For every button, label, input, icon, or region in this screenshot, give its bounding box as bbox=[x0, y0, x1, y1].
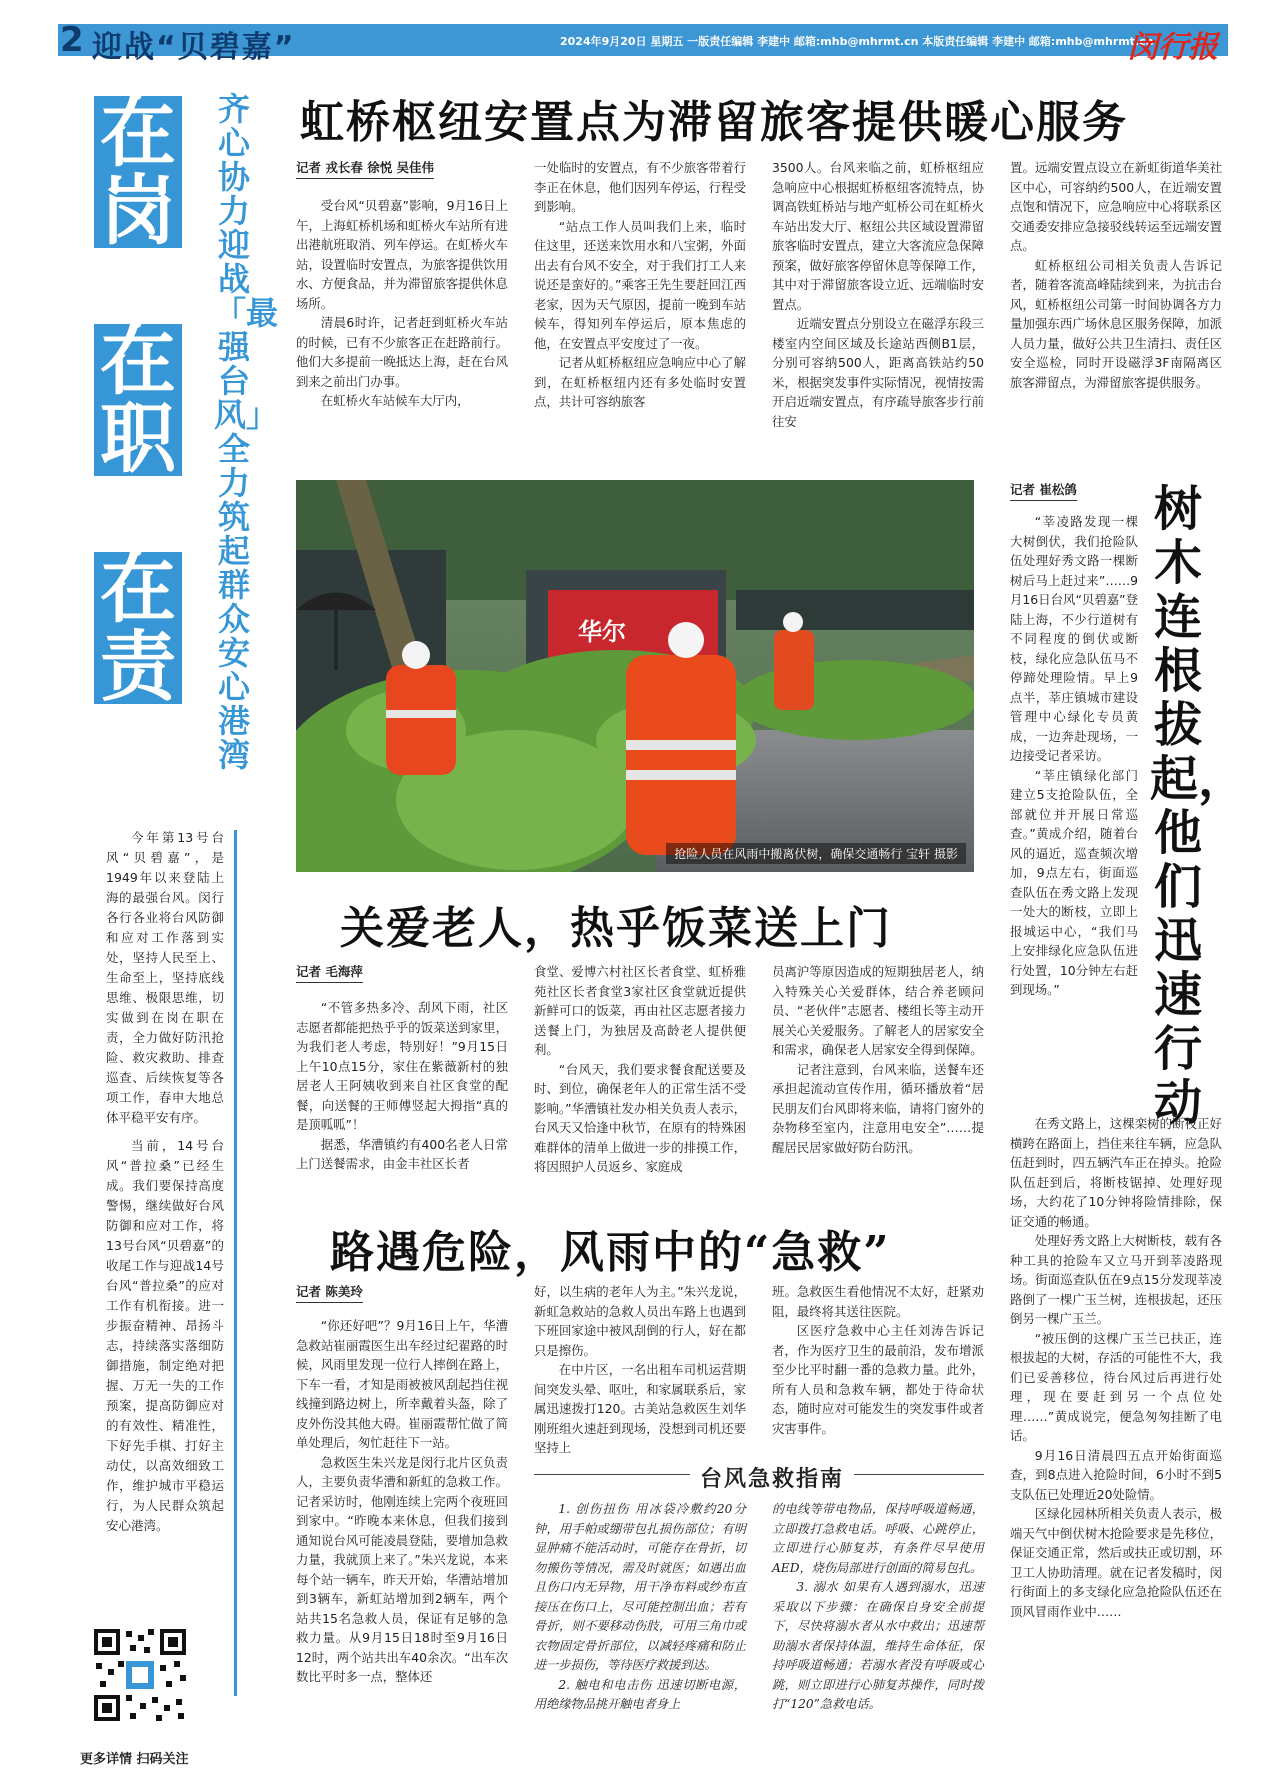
article4-byline: 记者 陈美玲 bbox=[296, 1282, 363, 1303]
guide-column bbox=[534, 1500, 746, 1715]
paragraph: 区医疗急救中心主任刘涛告诉记者，作为医疗卫生的最前沿，发布增派至少比平时翻一番的急救力量。此外，所有人员和急救车辆，都处于待命状态，随时应对可能发生的突发事件或者灾害事件。 bbox=[772, 1323, 984, 1436]
qr-code[interactable] bbox=[90, 1625, 190, 1725]
guide-item: 3. 溺水 如果有人遇到溺水，迅速采取以下步骤：在确保自身安全前提下，尽快将溺水者从水中救出；迅速帮助溺水者保持体温，维持生命体征，保持呼吸道畅通；若溺水者没有呼吸或心跳，则立即进行心肺复苏操作，同时拨打“120”急救电话。 bbox=[772, 1580, 984, 1711]
guide-item: 2. 触电和电击伤 迅速切断电源，用绝缘物品挑开触电者身上 bbox=[534, 1677, 746, 1711]
article4-column bbox=[772, 1282, 984, 1438]
article3-byline: 记者 毛海萍 bbox=[296, 962, 363, 983]
paragraph: “被压倒的这棵广玉兰已扶正，连根拔起的大树，存活的可能性不大，我们已妥善移位，待台风过后再进行处理，现在要赶到另一个点位处理……”黄成说完，便急匆匆挂断了电话。 bbox=[1010, 1330, 1222, 1443]
paragraph: 3500人。台风来临之前，虹桥枢纽应急响应中心根据虹桥枢纽客流特点，协调高铁虹桥站与地产虹桥公司在虹桥火车站出发大厅、枢纽公共区域设置滞留旅客临时安置点，建立大客流应急保障预案，做好旅客停留休息等保障工作，其中对于滞留旅客设立近、远端临时安置点。 bbox=[772, 160, 984, 312]
article2-byline: 记者 崔松鸽 bbox=[1010, 480, 1077, 501]
newspaper-logo: 闵行报 bbox=[1128, 30, 1218, 65]
shelter-sign: 华尔 bbox=[578, 618, 626, 646]
article1-title: 虹桥枢纽安置点为滞留旅客提供暖心服务 bbox=[300, 97, 1128, 148]
stamp-zaigang: 在岗 bbox=[94, 96, 182, 248]
guide-title: 台风急救指南 bbox=[690, 1462, 854, 1493]
slogan-divider bbox=[234, 830, 237, 1696]
photo-caption: 抢险人员在风雨中搬离伏树，确保交通畅行 宝轩 摄影 bbox=[666, 843, 966, 864]
paragraph: 在秀文路上，这棵栾树的断枝正好横跨在路面上，挡住来往车辆，应急队伍赶到时，四五辆汽车正在掉头。抢险队伍赶到后，将断枝锯掉、处理好现场，大约花了10分钟将险情排除，保证交通的畅通。 bbox=[1010, 1116, 1222, 1229]
paragraph: 好，以生病的老年人为主。”朱兴龙说，新虹急救站的急救人员出车路上也遇到下班回家途中被风刮倒的行人，好在都只是擦伤。 bbox=[534, 1284, 746, 1358]
article3-title: 关爱老人，热乎饭菜送上门 bbox=[340, 903, 892, 954]
paragraph: 处理好秀文路上大树断枝，载有各种工具的抢险车又立马开到莘凌路现场。街面巡查队伍在9点15分发现莘凌路倒了一棵广玉兰树，连根拔起，还压倒另一棵广玉兰。 bbox=[1010, 1233, 1222, 1326]
paragraph: 急救医生朱兴龙是闵行北片区负责人，主要负责华漕和新虹的急救工作。记者采访时，他刚连续上完两个夜班回到家中。“昨晚本来休息，但我们接到通知说台风可能凌晨登陆，要增加急救力量，我就顶上来了。”朱兴龙说，本来每个站一辆车，昨天开始，华漕站增加到3辆车，新虹站增加到2辆车，两个站共15名急救人员，保证有足够的急救力量。从9月15日18时至9月16日12时，两个站共出车40余次。“出车次数比平时多一点，整体还 bbox=[296, 1454, 508, 1684]
vertical-slogan: 齐心协力迎战「最强台风」 全力筑起群众安心港湾 bbox=[214, 90, 279, 774]
article3-column bbox=[534, 962, 746, 1177]
paragraph: 记者注意到，台风来临，送餐车还承担起流动宣传作用，循环播放着“居民朋友们台风即将来临，请将门窗外的杂物移至室内，注意用电安全”……提醒居民居家做好防台防汛。 bbox=[772, 1061, 984, 1155]
paragraph: “台风天，我们要求餐食配送要及时、到位，确保老年人的正常生活不受影响。”华漕镇社发办相关负责人表示，台风天又恰逢中秋节，在原有的特殊困难群体的清单上做进一步的排摸工作，将因照护人员返乡、家庭成 bbox=[534, 1061, 746, 1174]
paragraph: 虹桥枢纽公司相关负责人告诉记者，随着客流高峰陆续到来，为抗击台风，虹桥枢纽公司第一时间协调各方力量加强东西广场休息区服务保障，加派人员力量，做好公共卫生清扫、责任区安全巡检，同时开设磁浮3F南隔离区旅客滞留点，为滞留旅客提供服务。 bbox=[1010, 257, 1222, 390]
paragraph: 清晨6时许，记者赶到虹桥火车站的时候，已有不少旅客正在赶路前行。他们大多提前一晚抵达上海，赶在台风到来之前出门办事。 bbox=[296, 315, 508, 389]
intro-paragraph: 当前，14号台风“普拉桑”已经生成。我们要保持高度警惕，继续做好台风防御和应对工作，将13号台风“贝碧嘉”的收尾工作与迎战14号台风“普拉桑”的应对工作有机衔接。进一步振奋精神、昂扬斗志，持续落实落细防御措施，制定绝对把握、万无一失的工作预案，提高防御应对的有效性、精准性，下好先手棋、打好主动仗，以高效细致工作，维护城市平稳运行，为人民群众筑起安心港湾。 bbox=[106, 1138, 224, 1533]
paragraph: 班。急救医生看他情况不太好，赶紧劝阻，最终将其送往医院。 bbox=[772, 1284, 984, 1319]
paragraph: 9月16日清晨四五点开始街面巡查，到8点进入抢险时间，6小时不到5支队伍已处理近20处险情。 bbox=[1010, 1447, 1222, 1502]
article1-column bbox=[772, 158, 984, 431]
article2-wide-column bbox=[1010, 1114, 1222, 1621]
paragraph: 在虹桥火车站候车大厅内， bbox=[320, 393, 470, 408]
paragraph: 食堂、爱博六村社区长者食堂、虹桥雅苑社区长者食堂3家社区食堂就近提供新鲜可口的饭菜，再由社区志愿者接力送餐上门，为独居及高龄老人提供便利。 bbox=[534, 964, 746, 1057]
article2-title: 树木连根拔起，他们迅速行动 bbox=[1150, 481, 1247, 1131]
header-info: 2024年9月20日 星期五 一版责任编辑 李建中 邮箱:mhb@mhrmt.cn 本版责任编辑 李建中 邮箱:mhb@mhrmt.cn bbox=[560, 35, 1154, 48]
stamp-zaize: 在责 bbox=[94, 552, 182, 704]
paragraph: 一处临时的安置点，有不少旅客带着行李正在休息，他们因列车停运，行程受到影响。 bbox=[534, 160, 746, 214]
stamp-zaizhi: 在职 bbox=[94, 324, 182, 476]
section-title: 迎战“贝碧嘉” bbox=[92, 30, 296, 65]
paragraph: 近端安置点分别设立在磁浮东段三楼室内空间区域及长途站西侧B1层，分别可容纳500人，距离高铁站约50米，根据突发事件实际情况，视情按需开启近端安置点，有序疏导旅客步行前往安 bbox=[772, 316, 984, 429]
qr-caption: 更多详情 扫码关注 bbox=[80, 1752, 189, 1767]
paragraph: 在中片区，一名出租车司机运营期间突发头晕、呕吐，和家属联系后，家属迅速拨打120。古美站急救医生刘华刚班组火速赶到现场，没想到司机还要坚持上 bbox=[534, 1362, 746, 1455]
article1-column bbox=[534, 158, 746, 412]
article2-narrow-column bbox=[1010, 512, 1138, 1000]
paragraph: “你还好吧”？9月16日上午，华漕急救站崔丽霞医生出车经过纪翟路的时候，风雨里发现一位行人摔倒在路上，下车一看，才知是雨被被风刮起挡住视线撞到路边树上，所幸戴着头盔，除了皮外伤没其他大碍。崔丽霞帮忙做了简单处理后，匆忙赶往下一站。 bbox=[296, 1318, 508, 1450]
article1-column bbox=[296, 196, 508, 411]
paragraph: 员离沪等原因造成的短期独居老人，纳入特殊关心关爱群体，结合养老顾问员、“老伙伴”志愿者、楼组长等主动开展关心关爱服务。了解老人的居家安全和需求，确保老人居家安全得到保障。 bbox=[772, 964, 984, 1057]
paragraph: 记者从虹桥枢纽应急响应中心了解到，在虹桥枢纽内还有多处临时安置点，共计可容纳旅客 bbox=[534, 355, 746, 409]
intro-text bbox=[106, 828, 224, 1536]
paragraph: “莘凌路发现一棵大树倒伏，我们抢险队伍处理好秀文路一棵断树后马上赶过来”……9月16日台风“贝碧嘉”登陆上海，不少行道树有不同程度的倒伏或断枝，绿化应急队伍马不停蹄处理险情。早上9点半，莘庄镇城市建设管理中心绿化专员黄成，一边奔赴现场，一边接受记者采访。 bbox=[1010, 514, 1138, 763]
paragraph: 置。远端安置点设立在新虹街道华美社区中心，可容纳约500人，在近端安置点饱和情况下，应急响应中心将联系区交通委安排应急接驳线转运至远端安置点。 bbox=[1010, 160, 1222, 253]
intro-paragraph: 今年第13号台风“贝碧嘉”，是1949年以来登陆上海的最强台风。闵行各行各业将台风防御和应对工作落到实处，坚持人民至上、生命至上，坚持底线思维、极限思维，切实做到在岗在职在责，全力做好防汛抢险、救灾救助、排查巡查、后续恢复等各项工作，春申大地总体平稳平安有序。 bbox=[106, 830, 224, 1125]
article3-column bbox=[772, 962, 984, 1157]
article4-title: 路遇危险，风雨中的“急救” bbox=[330, 1227, 891, 1278]
article4-column bbox=[296, 1316, 508, 1687]
news-photo bbox=[296, 480, 974, 872]
paragraph: “站点工作人员叫我们上来，临时住这里，还送来饮用水和八宝粥，外面出去有台风不安全，对于我们打工人来说还是蛮好的。”乘客王先生要赶回江西老家，因为天气原因，提前一晚到车站候车，得知列车停运后，原本焦虑的他，在安置点平安度过了一夜。 bbox=[534, 218, 746, 351]
paragraph: 据悉，华漕镇约有400名老人日常上门送餐需求，由金丰社区长者 bbox=[296, 1136, 508, 1171]
guide-item: 1. 创伤扭伤 用冰袋冷敷约20分钟，用手帕或绷带包扎损伤部位；有明显肿痛不能活动时，可能存在骨折，切勿搬伤等情况，需及时就医；如遇出血且伤口内无异物，用干净布料或纱布直接压在伤口上，尽可能控制出血；若有骨折，则不要移动伤肢，可用三角巾或衣物固定骨折部位，以减轻疼痛和防止进一步损伤，等待医疗救援到达。 bbox=[534, 1502, 746, 1672]
paragraph: 受台风“贝碧嘉”影响，9月16日上午，上海虹桥机场和虹桥火车站所有进出港航班取消、列车停运。在虹桥火车站，设置临时安置点，为旅客提供饮用水、方便食品，并为滞留旅客提供休息场所。 bbox=[296, 198, 508, 311]
guide-column bbox=[772, 1500, 984, 1715]
paragraph: 区绿化园林所相关负责人表示，极端天气中倒伏树木抢险要求是先移位，保证交通正常，然后或扶正或切割，环卫工人协助清理。就在记者发稿时，闵行街面上的多支绿化应急抢险队伍还在顶风冒雨作业中…… bbox=[1010, 1506, 1222, 1619]
article1-byline: 记者 戎长春 徐悦 吴佳伟 bbox=[296, 158, 434, 179]
article4-column bbox=[534, 1282, 746, 1458]
worker-figure bbox=[626, 622, 736, 855]
guide-item: 的电线等带电物品，保持呼吸道畅通，立即拨打急救电话。呼吸、心跳停止，立即进行心肺复苏，有条件尽早使用AED，烧伤局部进行创面的简易包扎。 bbox=[772, 1502, 984, 1575]
article1-column bbox=[1010, 158, 1222, 392]
paragraph: “莘庄镇绿化部门建立5支抢险队伍，全部就位并开展日常巡查。”黄成介绍，随着台风的逼近，巡查频次增加，9点左右，街面巡查队伍在秀文路上发现一处大的断枝，立即上报城运中心，“我们马上安排绿化应急队伍进行处置，10分钟左右赶到现场。” bbox=[1010, 767, 1138, 997]
article3-column bbox=[296, 998, 508, 1174]
page-number: 2 bbox=[60, 20, 84, 60]
paragraph: “不管多热多冷、刮风下雨，社区志愿者都能把热乎乎的饭菜送到家里，为我们老人考虑，特别好！”9月15日上午10点15分，家住在紫薇新村的独居老人王阿姨收到来自社区食堂的配餐，向送餐的王师傅竖起大拇指“真的是顶呱呱”！ bbox=[296, 1000, 508, 1132]
